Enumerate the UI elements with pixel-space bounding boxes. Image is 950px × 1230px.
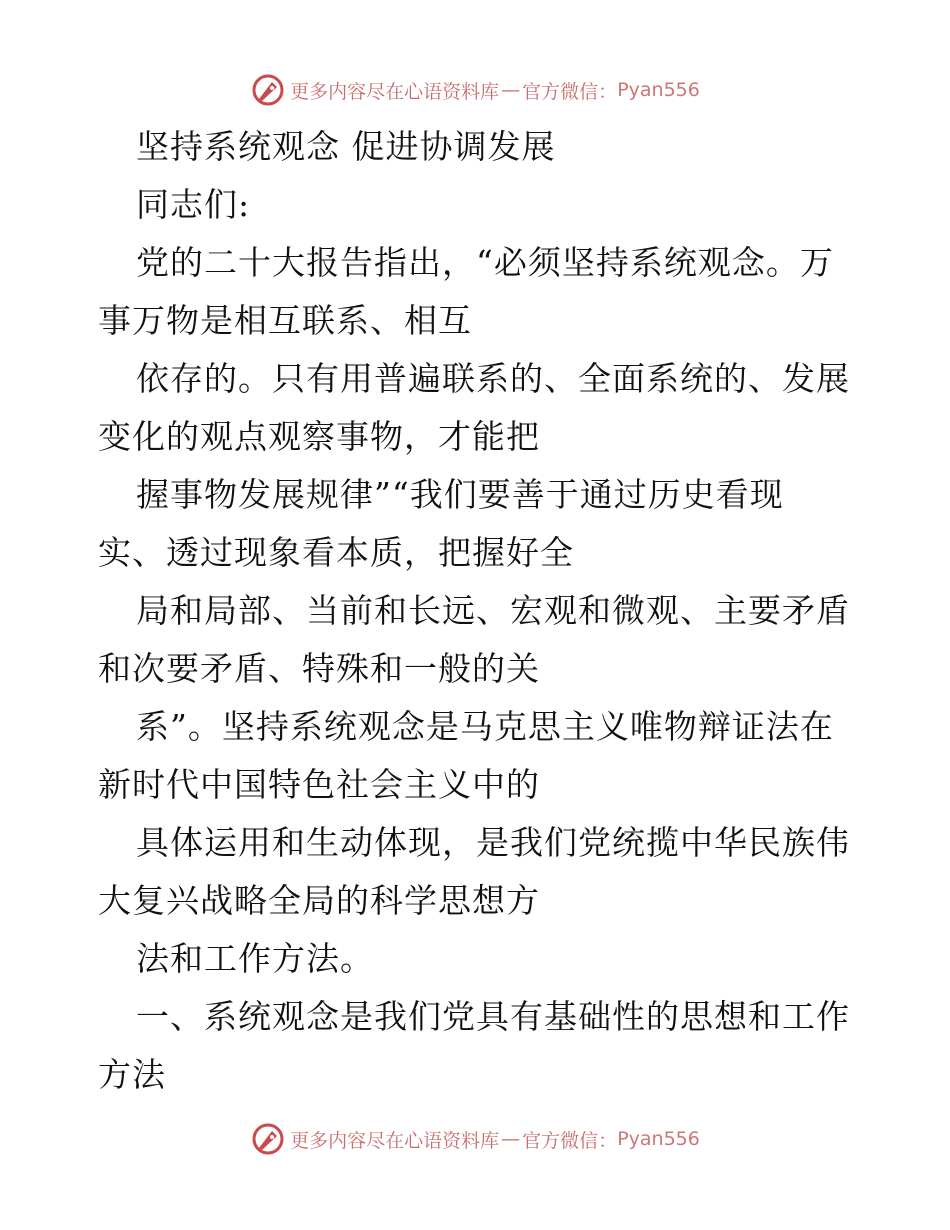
document-title: 坚持系统观念 促进协调发展 [136, 127, 556, 166]
text-line: 变化的观点观察事物，才能把 [98, 417, 540, 456]
text-line: 局和局部、当前和长远、宏观和微观、主要矛盾 [136, 591, 850, 630]
text-line: 依存的。只有用普遍联系的、全面系统的、发展 [136, 359, 850, 398]
text-line: 和次要矛盾、特殊和一般的关 [98, 649, 540, 688]
banner-text: 更多内容尽在心语资料库 [290, 1129, 500, 1152]
banner-wechat-id: Pyan556 [617, 79, 700, 101]
text-line: 握事物发展规律”“我们要善于通过历史看现 [136, 475, 784, 514]
text-line: 具体运用和生动体现，是我们党统揽中华民族伟 [136, 823, 850, 862]
banner-wechat-label: 官方微信： [522, 1129, 618, 1152]
banner-text: 更多内容尽在心语资料库 [290, 80, 500, 103]
pen-nib-logo-icon [250, 1121, 286, 1157]
banner-dash: — [501, 1128, 521, 1150]
document-paragraphs [98, 234, 858, 1104]
text-line: 一、系统观念是我们党具有基础性的思想和工作 [136, 997, 850, 1036]
text-line: 法和工作方法。 [136, 939, 374, 978]
document-greeting: 同志们: [136, 185, 251, 224]
banner-wechat-id: Pyan556 [617, 1128, 700, 1150]
header-banner [0, 70, 950, 110]
document-body [98, 118, 858, 1104]
banner-wechat-label: 官方微信： [522, 80, 618, 103]
text-line: 事万物是相互联系、相互 [98, 301, 472, 340]
banner-dash: — [501, 79, 521, 101]
text-line: 大复兴战略全局的科学思想方 [98, 881, 540, 920]
text-line: 党的二十大报告指出，“必须坚持系统观念。万 [136, 243, 834, 282]
text-line: 新时代中国特色社会主义中的 [98, 765, 540, 804]
pen-nib-logo-icon [250, 72, 286, 108]
footer-banner [0, 1119, 950, 1159]
text-line: 实、透过现象看本质，把握好全 [98, 533, 574, 572]
text-line: 系”。坚持系统观念是马克思主义唯物辩证法在 [136, 707, 834, 746]
text-line: 方法 [98, 1055, 166, 1094]
